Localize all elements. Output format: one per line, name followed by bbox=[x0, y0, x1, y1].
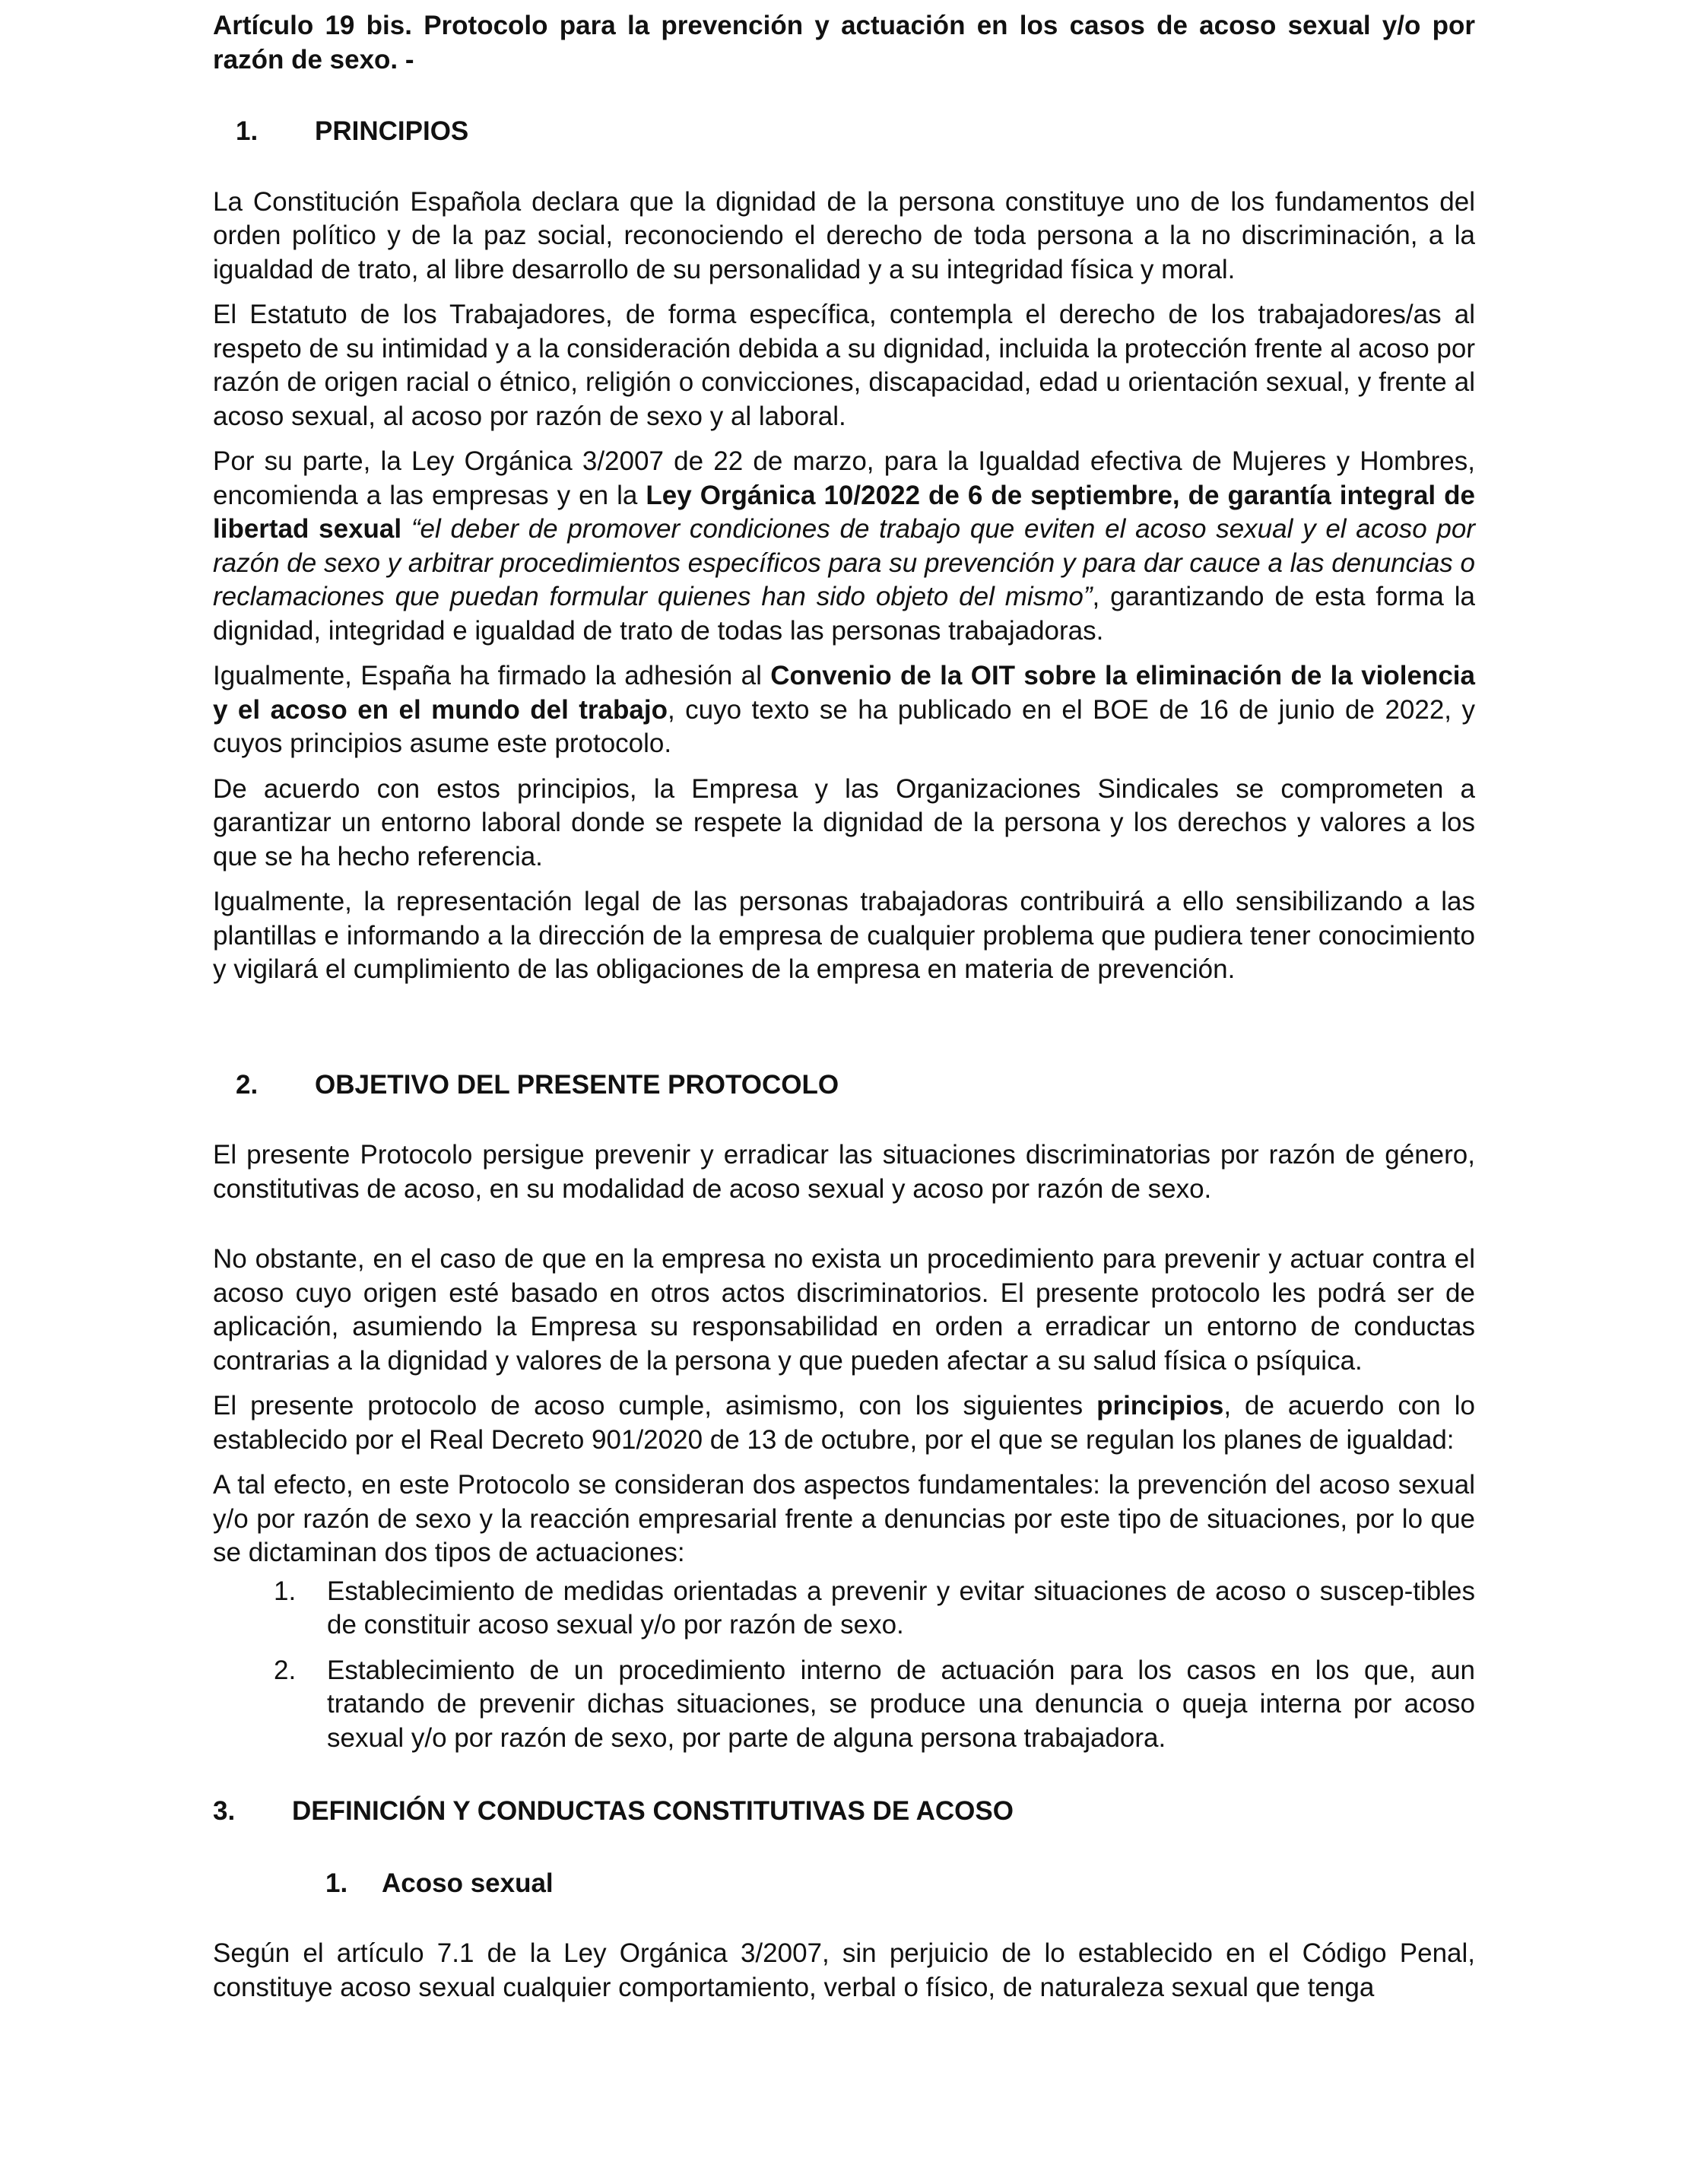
ley-quote: “el deber de promover condiciones de trabajo que eviten el acoso sexual y el acoso por razón de sexo y arbitrar procedimientos específicos para su prevención y para dar cauce a las denuncias o reclamaciones que puedan formular quienes han sido objeto del mismo” bbox=[213, 514, 1475, 611]
list-item-text: Establecimiento de un procedimiento interno de actuación para los casos en los que, aun tratando de prevenir dichas situaciones, se produce una denuncia o queja interna por acoso sexual y/o por razón de sexo, por parte de alguna persona trabajadora. bbox=[327, 1655, 1475, 1753]
list-item-text: Establecimiento de medidas orientadas a prevenir y evitar situaciones de acoso o suscep-tibles de constituir acoso sexual y/o por razón de sexo. bbox=[327, 1576, 1475, 1640]
principios-p3-text: Por su parte, la Ley Orgánica 3/2007 de 22 de marzo, para la Igualdad efectiva de Mujeres y Hombres, encomienda a las empresas y en la bbox=[213, 446, 1475, 510]
objetivo-paragraph-2: No obstante, en el caso de que en la empresa no exista un procedimiento para prevenir y actuar contra el acoso cuyo origen esté basado en otros actos discriminatorios. El presente protocolo les podrá ser de aplicación, asumiendo la Empresa su responsabilidad en orden a erradicar un entorno de conductas contrarias a la dignidad y valores de la persona y que pueden afectar a su salud física o psíquica. bbox=[213, 1244, 1475, 1376]
principios-paragraph-3 bbox=[213, 445, 1475, 648]
principios-paragraph-1: La Constitución Española declara que la dignidad de la persona constituye uno de los fundamentos del orden político y de la paz social, reconociendo el derecho de toda persona a la no discriminación, a la igualdad de trato, al libre desarrollo de su personalidad y a su integridad física y moral. bbox=[213, 186, 1475, 284]
principios-paragraph-5: De acuerdo con estos principios, la Empresa y las Organizaciones Sindicales se comprometen a garantizar un entorno laboral donde se respete la dignidad de la persona y los derechos y valores a los que se ha hecho referencia. bbox=[213, 773, 1475, 871]
subsection-1-title: Acoso sexual bbox=[382, 1868, 554, 1898]
principios-p3-end: , garantizando de esta forma la dignidad, integridad e igualdad de trato de todas las personas trabajadoras. bbox=[213, 582, 1476, 646]
subsection-acoso-sexual-heading bbox=[213, 1867, 1475, 1901]
convenio-oit-reference: Convenio de la OIT sobre la eliminación de la violencia y el acoso en el mundo del trabajo bbox=[213, 661, 1475, 725]
subsection-1-number: 1. bbox=[325, 1868, 348, 1898]
ley-10-2022-reference: Ley Orgánica 10/2022 de 6 de septiembre, de garantía integral de libertad sexual bbox=[213, 480, 1475, 544]
document-page bbox=[213, 9, 1475, 2005]
section-2-title: OBJETIVO DEL PRESENTE PROTOCOLO bbox=[315, 1069, 839, 1100]
objetivo-paragraph-4: A tal efecto, en este Protocolo se consideran dos aspectos fundamentales: la prevención del acoso sexual y/o por razón de sexo y la reacción empresarial frente a denuncias por este tipo de situaciones, por lo que se dictaminan dos tipos de actuaciones: bbox=[213, 1470, 1475, 1567]
section-1-title: PRINCIPIOS bbox=[315, 116, 469, 146]
section-2-number: 2. bbox=[236, 1069, 259, 1100]
section-3-number: 3. bbox=[213, 1796, 236, 1826]
objetivo-paragraph-3 bbox=[213, 1389, 1475, 1457]
list-item bbox=[213, 1654, 1475, 1756]
section-3-heading bbox=[213, 1795, 1475, 1829]
section-1-number: 1. bbox=[236, 116, 259, 146]
actuaciones-list bbox=[213, 1575, 1475, 1756]
objetivo-p3-end: , de acuerdo con lo establecido por el Real Decreto 901/2020 de 13 de octubre, por el que se regulan los planes de igualdad: bbox=[213, 1391, 1475, 1455]
principios-p4-text: Igualmente, España ha firmado la adhesión al bbox=[213, 661, 771, 690]
principios-paragraph-4 bbox=[213, 659, 1475, 761]
section-3-title: DEFINICIÓN Y CONDUCTAS CONSTITUTIVAS DE ACOSO bbox=[292, 1796, 1014, 1826]
principios-paragraph-6: Igualmente, la representación legal de las personas trabajadoras contribuirá a ello sensibilizando a las plantillas e informando a la dirección de la empresa de cualquier problema que pudiera tener conocimiento y vigilará el cumplimiento de las obligaciones de la empresa en materia de prevención. bbox=[213, 887, 1475, 984]
principios-p4-end: , cuyo texto se ha publicado en el BOE de 16 de junio de 2022, y cuyos principios asume este protocolo. bbox=[213, 694, 1475, 758]
article-title: Artículo 19 bis. Protocolo para la prevención y actuación en los casos de acoso sexual y/o por razón de sexo. - bbox=[213, 11, 1475, 75]
list-item-number: 1. bbox=[274, 1576, 297, 1606]
list-item bbox=[213, 1575, 1475, 1643]
objetivo-paragraph-1: El presente Protocolo persigue prevenir y erradicar las situaciones discriminatorias por razón de género, constitutivas de acoso, en su modalidad de acoso sexual y acoso por razón de sexo. bbox=[213, 1140, 1475, 1204]
section-1-heading bbox=[213, 115, 1475, 149]
principios-bold: principios bbox=[1096, 1391, 1224, 1421]
objetivo-p3-text: El presente protocolo de acoso cumple, asimismo, con los siguientes bbox=[213, 1391, 1097, 1421]
section-2-heading bbox=[213, 1068, 1475, 1103]
principios-paragraph-2: El Estatuto de los Trabajadores, de forma específica, contempla el derecho de los trabajadores/as al respeto de su intimidad y a la consideración debida a su dignidad, incluida la protección frente al acoso por razón de origen racial o étnico, religión o convicciones, discapacidad, edad u orientación sexual, y frente al acoso sexual, al acoso por razón de sexo y al laboral. bbox=[213, 300, 1475, 431]
list-item-number: 2. bbox=[274, 1655, 297, 1685]
acoso-sexual-paragraph-1: Según el artículo 7.1 de la Ley Orgánica 3/2007, sin perjuicio de lo establecido en el Código Penal, constituye acoso sexual cualquier comportamiento, verbal o físico, de naturaleza sexual que tenga bbox=[213, 1938, 1475, 2002]
